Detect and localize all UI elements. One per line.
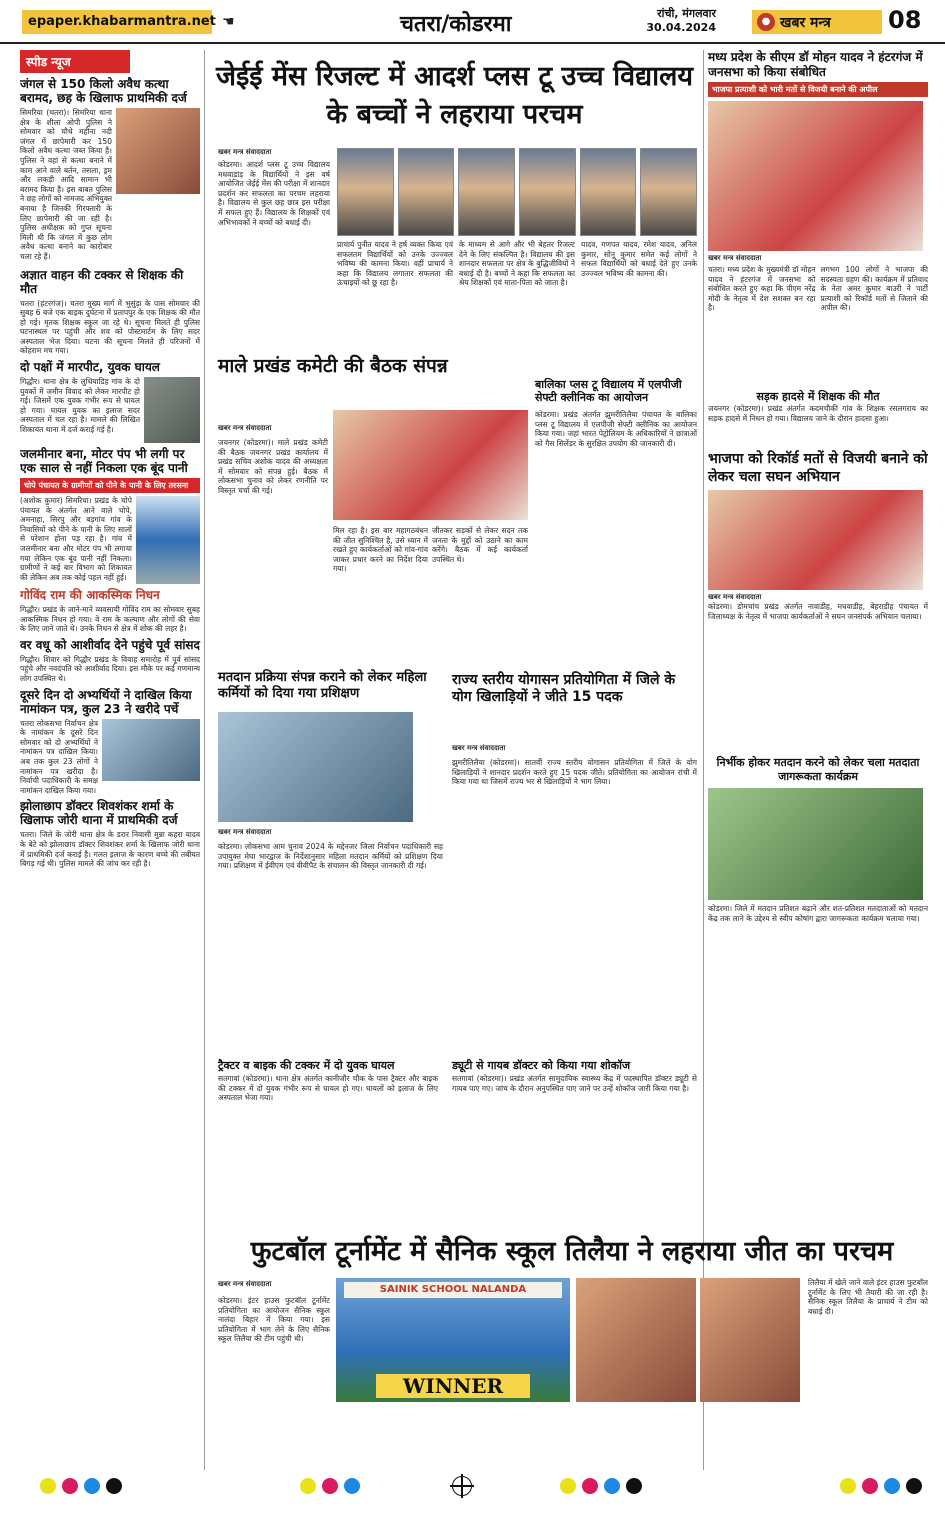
byline: खबर मन्त्र संवाददाता: [218, 424, 272, 432]
story-katha-body: [20, 108, 200, 262]
story-text: चतरा। मध्य प्रदेश के मुख्यमंत्री डॉ मोहन यादव ने हंटरगंज में जनसभा को संबोधित करते हुए कहा कि पीएम नरेंद्र मोदी के नेतृत्व में देश सशक्त बन रहा है।: [708, 265, 816, 313]
byline: खबर मन्त्र संवाददाता: [218, 828, 272, 836]
story-title-quack-fir[interactable]: झोलाछाप डॉक्टर शिवशंकर शर्मा के खिलाफ जोरी थाना में प्राथमिकी दर्ज: [20, 799, 178, 828]
brand-mark-icon: ●: [757, 13, 775, 31]
awareness-photo: [708, 788, 923, 900]
lead-headline[interactable]: जेईई मेंस रिजल्ट में आदर्श प्लस टू उच्च विद्यालय के बच्चों ने लहराया परचम: [215, 61, 694, 130]
story-title-clash[interactable]: दो पक्षों में मारपीट, युवक घायल: [20, 360, 160, 375]
lead-body: [337, 240, 697, 338]
story-text: प्राचार्य पुनीत यादव ने हर्ष व्यक्त किया एवं सफलतम विद्यार्थियों को उनके उज्ज्वल भविष्य की कामना किया। वहीं प्राचार्य ने कहा कि विद्यालय लगातार सफलता की ऊंचाइयों को छू रहा है।: [337, 240, 453, 288]
story-text: कोडरमा। लोकसभा आम चुनाव 2024 के मद्देनजर जिला निर्वाचन पदाधिकारी सह उपायुक्त मेघा भारद्वाज के निर्देशानुसार महिला मतदान कर्मियों को प्रशिक्षण दिया गया। प्रशिक्षण में ईवीएम एवं वीवीपैट के संचालन की विस्तृत जानकारी दी गई।: [218, 842, 443, 871]
story-nomination-body: [20, 719, 200, 796]
story-text: सतगावां (कोडरमा)। प्रखंड अंतर्गत सामुदायिक स्वास्थ्य केंद्र में पदस्थापित डॉक्टर ड्यूटी से गायब पाए गए। जांच के दौरान अनुपस्थित पाए जाने पर उन्हें शोकॉज जारी किया गया है।: [452, 1074, 697, 1093]
story-text: गिद्धौर। शिवार को गिद्धौर प्रखंड के विवाह समारोह में पूर्व सांसद पहुंचे और नवदंपति को आशीर्वाद दिया। इस मौके पर कई गणमान्य लोग उपस्थित थे।: [20, 654, 200, 684]
training-headline[interactable]: मतदान प्रक्रिया संपन्न कराने को लेकर महिला कर्मियों को दिया गया प्रशिक्षण: [218, 670, 427, 701]
masthead: [0, 0, 945, 44]
city-day: रांची, मंगलवार: [657, 7, 716, 20]
mp-cm-subhead: भाजपा प्रत्याशी को भारी मतों से विजयी बनाने की अपील: [708, 82, 928, 97]
story-text: कोडरमा। प्रखंड अंतर्गत झुमरीतिलैया पंचायत के बालिका प्लस टू विद्यालय में एलपीजी सेफ्टी क्लीनिक का आयोजन किया गया। जहां भारत पेट्रोलियम के अधिकारियों ने छात्राओं को गैस सिलेंडर के सुरक्षित उपयोग की जानकारी दी।: [535, 410, 697, 448]
road-accident-headline[interactable]: सड़क हादसे में शिक्षक की मौत: [756, 390, 880, 403]
story-title-blessing[interactable]: वर वधू को आशीर्वाद देने पहुंचे पूर्व सांसद: [20, 637, 200, 652]
color-dot: [40, 1478, 56, 1494]
male-committee-headline[interactable]: माले प्रखंड कमेटी की बैठक संपन्न: [218, 355, 448, 377]
meeting-photo: [333, 410, 528, 520]
campaign-photo: [708, 490, 923, 590]
student-photo: [640, 148, 697, 236]
story-text: चतरा लोकसभा निर्वाचन क्षेत्र के नामांकन के दूसरे दिन सोमवार को दो अभ्यर्थियों ने नामांकन पत्र दाखिल किया। अब तक कुल 23 लोगों ने नामांकन पत्र खरीदा है। निर्वाची पदाधिकारी के समक्ष नामांकन दाखिल किया गया।: [20, 718, 98, 795]
story-text: झुमरीतिलैया (कोडरमा)। सातवीं राज्य स्तरीय योगासन प्रतियोगिता में जिले के योग खिलाड़ियों ने शानदार प्रदर्शन करते हुए 15 पदक जीते। प्रतियोगिता का आयोजन रांची में किया गया था जिसमें राज्य भर से खिलाड़ियों ने भाग लिया।: [452, 758, 697, 787]
story-text: के माध्यम से आगे और भी बेहतर रिजल्ट देने के लिए संकल्पित है। विद्यालय की इस शानदार सफलता पर क्षेत्र के बुद्धिजीवियों ने बधाई दी है। बच्चों ने कहा कि सफलता का श्रेय शिक्षकों एवं माता-पिता को जाता है।: [459, 240, 575, 288]
byline: खबर मन्त्र संवाददाता: [708, 593, 762, 601]
story-text: गिद्धौर। थाना क्षेत्र के लुधियाडिह गांव के दो युवकों में जमीन विवाद को लेकर मारपीट हो गई। जिसमें एक युवक गंभीर रूप से घायल हो गया। घायल युवक का इलाज सदर अस्पताल में चल रहा है। मामले की लिखित शिकायत थाना में दर्ज कराई गई है।: [20, 377, 140, 435]
student-photo: [580, 148, 637, 236]
nomination-photo: [102, 719, 200, 781]
story-text: यादव, गणपत यादव, रमेश यादव, अनिल कुमार, सोनू कुमार समेत कई लोगों ने सफल विद्यार्थियों को बधाई देते हुए उनके उज्ज्वल भविष्य की कामना की।: [581, 240, 697, 278]
winner-team-photo: [336, 1278, 570, 1402]
byline: खबर मन्त्र संवाददाता: [708, 254, 762, 262]
print-registration-bar: [0, 1472, 945, 1500]
story-text: तिलैया में खेले जाने वाले इंटर हाउस फुटबॉल टूर्नामेंट के लिए भी तैयारी की जा रही है। सैनिक स्कूल तिलैया के प्राचार्य ने टीम को बधाई दी।: [808, 1278, 928, 1316]
training-photo: [218, 712, 413, 822]
student-photo: [398, 148, 455, 236]
story-text: सतगावां (कोडरमा)। थाना क्षेत्र अंतर्गत कानीजौर चौक के पास ट्रैक्टर और बाइक की टक्कर में दो युवक गंभीर रूप से घायल हो गए। घायलों को इलाज के लिए अस्पताल भेजा गया।: [218, 1074, 438, 1103]
lpg-safety-headline[interactable]: बालिका प्लस टू विद्यालय में एलपीजी सेफ्टी क्लीनिक का आयोजन: [535, 378, 682, 404]
brand-name: खबर मन्त्र: [780, 15, 831, 31]
tractor-accident-headline[interactable]: ट्रैक्टर व बाइक की टक्कर में दो युवक घायल: [218, 1059, 395, 1072]
story-text: चतरा (हंटरगंज)। चतरा मुख्य मार्ग में भुसुंड़ा के पास सोमवार की सुबह 6 बजे एक बाइक दुर्घटना में प्रतापपुर के एक शिक्षक की मौत हो गई। मृतक शिक्षक स्कूल जा रहे थे। सूचना मिलते ही पुलिस घटनास्थल पर पहुंची और शव को पोस्टमार्टम के लिए सदर अस्पताल भेज दिया। घटना की सूचना मिलते ही परिजनों में कोहराम मच गया।: [20, 298, 200, 356]
color-dot: [840, 1478, 856, 1494]
color-dot: [300, 1478, 316, 1494]
story-water-body: [20, 496, 200, 584]
story-text: जयनगर (कोडरमा)। प्रखंड अंतर्गत कदमचौकी गांव के शिक्षक रसलगराय का सड़क हादसे में निधन हो गया। विद्यालय जाने के दौरान हादसा हुआ।: [708, 404, 928, 423]
color-dot: [862, 1478, 878, 1494]
story-title-water-tank[interactable]: जलमीनार बना, मोटर पंप भी लगी पर एक साल से नहीं निकला एक बूंद पानी: [20, 447, 188, 476]
seized-goods-photo: [116, 108, 200, 194]
story-text: चतरा। जिले के जोरी थाना क्षेत्र के डरार निवासी मुन्ना कहरा यादव के बेटे को झोलाछाप डॉक्टर शिवशंकर शर्मा के खिलाफ जोरी थाना में प्राथमिकी दर्ज कराई है। गलत इलाज के कारण बच्चे की तबीयत बिगड़ गई थी। पुलिस मामले की जांच कर रही है।: [20, 830, 200, 869]
story-title-teacher-death[interactable]: अज्ञात वाहन की टक्कर से शिक्षक की मौत: [20, 267, 184, 296]
student-photo: [519, 148, 576, 236]
edition-date: 30.04.2024: [646, 21, 716, 34]
school-banner: SAINIK SCHOOL NALANDA: [344, 1282, 562, 1298]
trophy-photo: [576, 1278, 696, 1402]
winner-banner: WINNER: [376, 1374, 530, 1398]
byline: खबर मन्त्र संवाददाता: [218, 148, 272, 156]
story-text: जयनगर (कोडरमा)। माले प्रखंड कमेटी की बैठक जयनगर प्रखंड कार्यालय में प्रखंड सचिव अशोक यादव की अध्यक्षता में सोमवार को संपन्न हुई। बैठक में लोकसभा चुनाव को लेकर रणनीति पर विस्तृत चर्चा की गई।: [218, 438, 328, 495]
color-dot: [344, 1478, 360, 1494]
story-text: सिमरिया (चतरा)। सिमरिया थाना क्षेत्र के शीला ओपी पुलिस ने सोमवार को चौथे महीना नदी जंगल में छापेमारी कर 150 किलो अवैध कत्था जब्त किया है। पुलिस ने वहां से कत्था बनाने में काम आने वाले बर्तन, तसला, ड्रम और लकड़ी आदि सामान भी बरामद किया है। इस बाबत पुलिस ने छह लोगों को नामजद अभियुक्त बनाया है जिनकी गिरफ्तारी के लिए छापेमारी की जा रही है। पुलिस अधीक्षक को गुप्त सूचना मिली थी कि जंगल में कुछ लोग अवैध कत्था बनाने का कारोबार चला रहे हैं।: [20, 108, 112, 261]
story-title-nomination[interactable]: दूसरे दिन दो अभ्यर्थियों ने दाखिल किया नामांकन पत्र, कुल 23 ने खरीदे पर्चे: [20, 687, 192, 716]
color-dot: [626, 1478, 642, 1494]
team-with-trophy-photo: [700, 1278, 800, 1402]
color-dot: [906, 1478, 922, 1494]
byline: खबर मन्त्र संवाददाता: [452, 744, 506, 752]
yoga-headline[interactable]: राज्य स्तरीय योगासन प्रतियोगिता में जिले के योग खिलाड़ियों ने जीते 15 पदक: [452, 672, 676, 705]
story-text: मिल रहा है। इस बार महागठबंधन की जीत सुनिश्चित है, उसे ध्यान में रखते हुए कार्यकर्ताओं को गांव-गांव जाकर प्रचार करने का निर्देश दिया गया।: [333, 526, 428, 574]
registration-mark-icon: [452, 1476, 472, 1496]
color-dot: [84, 1478, 100, 1494]
color-dot: [322, 1478, 338, 1494]
speed-news-label: स्पीड न्यूज: [20, 50, 130, 73]
story-text: लगभग 100 लोगों ने भाजपा की सदस्यता ग्रहण की। कार्यक्रम में प्रतिवाद के नेता अमर कुमार बाउरी ने पार्टी प्रत्याशी को रिकॉर्ड मतों से जिताने की अपील की।: [820, 265, 928, 313]
section-title: चतरा/कोडरमा: [400, 12, 512, 37]
story-text: कोडरमा। आदर्श प्लस टू उच्च विद्यालय मधवाडांड़ के विद्यार्थियों ने इस वर्ष आयोजित जेईई मेंस की परीक्षा में शानदार प्रदर्शन कर सफलता का परचम लहराया है। विद्यालय से कुल छह छात्र इस परीक्षा में सफल हुए हैं। विद्यालय के शिक्षकों एवं अभिभावकों ने बच्चों को बधाई दी।: [218, 160, 330, 227]
mp-cm-body: [708, 265, 928, 385]
color-dot: [560, 1478, 576, 1494]
left-column: [20, 50, 205, 1470]
edition-info: [636, 6, 716, 34]
student-photo: [337, 148, 394, 236]
doctor-showcause-headline[interactable]: ड्यूटी से गायब डॉक्टर को किया गया शोकॉज: [452, 1059, 631, 1072]
story-text: (अशोक कुमार) सिमरिया। प्रखंड के चोपे पंचायत के अंतर्गत आने वाले चोपे, अमनाहा, सिरपु और बड़गांव गांव के निवासियों को पीने के पानी के लिए सालों से परेशान होना पड़ रहा है। गांव में जलमीनार बना और मोटर पंप भी लगाया गया लेकिन एक बूंद पानी नहीं निकला। ग्रामीणों ने कई बार विभाग को शिकायत की लेकिन अब तक कोई पहल नहीं हुई।: [20, 496, 132, 582]
color-dot: [884, 1478, 900, 1494]
student-photo: [458, 148, 515, 236]
lead-intro: [218, 148, 330, 236]
byline: खबर मन्त्र संवाददाता: [218, 1280, 272, 1288]
color-dot: [604, 1478, 620, 1494]
voter-awareness-headline[interactable]: निर्भीक होकर मतदान करने को लेकर चला मतदाता जागरूकता कार्यक्रम: [716, 756, 920, 783]
story-title-obituary[interactable]: गोविंद राम की आकस्मिक निधन: [20, 588, 160, 603]
water-tank-photo: [136, 496, 200, 584]
pointer-hand-icon: ☚: [222, 14, 235, 30]
football-headline[interactable]: फुटबॉल टूर्नामेंट में सैनिक स्कूल तिलैया ने लहराया जीत का परचम: [250, 1236, 894, 1267]
student-photos: [337, 148, 697, 236]
story-tag: चोपे पंचायत के ग्रामीणों को पीने के पानी के लिए तरसना: [20, 478, 200, 493]
story-text: गिद्धौर। प्रखंड के जाने-माने व्यवसायी गोविंद राम का सोमवार सुबह आकस्मिक निधन हो गया। वे राम के कल्याण और लोगों की सेवा के लिए जाने जाते थे। उनके निधन से क्षेत्र में शोक की लहर है।: [20, 605, 200, 634]
rally-photo: [708, 101, 923, 251]
brand-logo: [752, 10, 882, 34]
story-text: कोडरमा। डोमचांच प्रखंड अंतर्गत नावाडीह, मधवाडीह, बेहराडीह पंचायत में जिलाध्यक्ष के नेतृत्व में भाजपा कार्यकर्ताओं ने सघन जनसंपर्क अभियान चलाया।: [708, 602, 928, 621]
story-text: कोडरमा। जिले में मतदान प्रतिशत बढ़ाने और शत-प्रतिशत मतदाताओं को मतदान केंद्र तक लाने के उद्देश्य से स्वीप कोषांग द्वारा जागरूकता कार्यक्रम चलाया गया।: [708, 904, 928, 923]
site-url[interactable]: epaper.khabarmantra.net: [22, 10, 212, 34]
story-clash-body: [20, 377, 200, 443]
color-dot: [62, 1478, 78, 1494]
story-text: कोडरमा। इंटर हाउस फुटबॉल टूर्नामेंट प्रतियोगिता का आयोजन सैनिक स्कूल नालंदा बिहार में किया गया। इस प्रतियोगिता में भाग लेने के लिए सैनिक स्कूल तिलैया की टीम पहुंची थी।: [218, 1296, 330, 1344]
page-number: 08: [888, 6, 922, 34]
bjp-campaign-headline[interactable]: भाजपा को रिकॉर्ड मतों से विजयी बनाने को लेकर चला सघन अभियान: [708, 451, 928, 485]
story-text: जीतकर सड़कों से लेकर सदन तक जनता के मुद्दों को उठाने का काम करेंगे। बैठक में कई कार्यकर्ता उपस्थित थे।: [432, 526, 528, 564]
injured-person-photo: [144, 377, 200, 443]
story-title-katha[interactable]: जंगल से 150 किलो अवैध कत्था बरामद, छह के खिलाफ प्राथमिकी दर्ज: [20, 77, 187, 105]
color-dot: [106, 1478, 122, 1494]
mp-cm-headline[interactable]: मध्य प्रदेश के सीएम डॉ मोहन यादव ने हंटरगंज में जनसभा को किया संबोधित: [708, 50, 923, 79]
color-dot: [582, 1478, 598, 1494]
